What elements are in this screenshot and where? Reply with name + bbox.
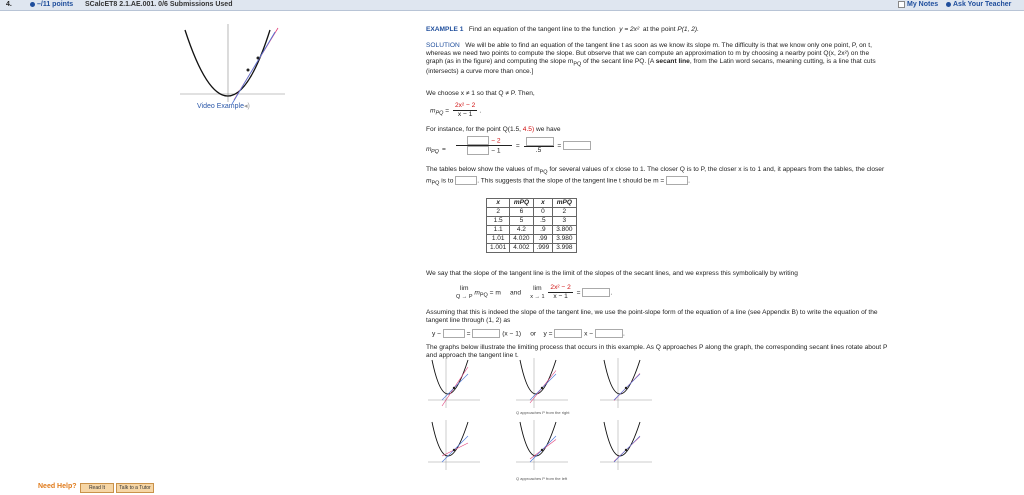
mpq-instance: m PQ = $\frac{- 2}{- 1}$ = .5 = bbox=[454, 136, 591, 156]
table-header: mPQ bbox=[553, 199, 576, 208]
table-row bbox=[487, 226, 577, 235]
answer-input-6[interactable] bbox=[666, 176, 688, 185]
choose-line: We choose x ≠ 1 so that Q ≠ P. Then, bbox=[426, 90, 535, 97]
table-cell: 1.01 bbox=[487, 235, 510, 244]
table-cell: 3.980 bbox=[553, 235, 576, 244]
bullet-icon bbox=[946, 2, 951, 7]
assuming-paragraph: Assuming that this is indeed the slope of the tangent line, we use the point-slope form of the equation of a line (see Appendix B) to write the equation of the tangent line through (1, 2) as bbox=[426, 309, 878, 324]
table-header: x bbox=[487, 199, 510, 208]
table-cell: 3 bbox=[553, 217, 576, 226]
answer-input-10[interactable] bbox=[554, 329, 582, 338]
answer-input-9[interactable] bbox=[472, 329, 500, 338]
secant-graph-panel bbox=[600, 420, 652, 470]
table-cell: .9 bbox=[533, 226, 553, 235]
for-instance-line: For instance, for the point Q(1.5, 4.5) we have bbox=[426, 126, 561, 133]
table-row bbox=[487, 208, 577, 217]
table-cell: .999 bbox=[533, 244, 553, 253]
speaker-icon: ◂) bbox=[243, 103, 250, 110]
question-header bbox=[0, 0, 1024, 11]
secant-graph-panel bbox=[428, 420, 480, 470]
info-dot-icon bbox=[30, 2, 35, 7]
my-notes-button[interactable]: My Notes bbox=[898, 0, 938, 10]
table-cell: 2 bbox=[487, 208, 510, 217]
answer-input-3[interactable] bbox=[526, 137, 554, 146]
table-cell: 3.998 bbox=[553, 244, 576, 253]
table-cell: 4.002 bbox=[510, 244, 533, 253]
table-cell: 3.800 bbox=[553, 226, 576, 235]
need-help-label: Need Help? bbox=[38, 483, 77, 490]
table-header: x bbox=[533, 199, 553, 208]
example-heading: EXAMPLE 1 Find an equation of the tangent line to the function y = 2x² at the point P(1, 2). bbox=[426, 26, 699, 33]
checkbox-icon bbox=[898, 1, 905, 8]
answer-input-7[interactable] bbox=[582, 288, 610, 297]
point-slope-equation: y − = (x − 1) or y = x − . bbox=[432, 330, 625, 338]
question-number: 4. bbox=[6, 1, 12, 8]
answer-input-11[interactable] bbox=[595, 329, 623, 338]
answer-input-5[interactable] bbox=[455, 176, 477, 185]
table-cell: 5 bbox=[510, 217, 533, 226]
limit-paragraph: We say that the slope of the tangent line is the limit of the slopes of the secant lines, and we express this symbolically by writing bbox=[426, 270, 798, 277]
table-header: mPQ bbox=[510, 199, 533, 208]
secant-graph-panel bbox=[516, 420, 568, 470]
secant-graph-panel bbox=[516, 358, 568, 408]
table-cell: 4.2 bbox=[510, 226, 533, 235]
read-it-button[interactable]: Read It bbox=[80, 483, 114, 493]
course-id: SCalcET8 2.1.AE.001. 0/6 Submissions Used bbox=[85, 1, 233, 8]
table-row bbox=[487, 235, 577, 244]
answer-input-8[interactable] bbox=[443, 329, 465, 338]
video-example-link[interactable]: Video Example◂) bbox=[197, 103, 250, 110]
answer-input-4[interactable] bbox=[563, 141, 591, 150]
table-cell: .5 bbox=[533, 217, 553, 226]
values-table bbox=[486, 198, 577, 253]
points-label: –/11 points bbox=[30, 0, 73, 10]
talk-tutor-button[interactable]: Talk to a Tutor bbox=[116, 483, 154, 493]
secant-graph-panel bbox=[428, 358, 480, 408]
secant-graph-panel bbox=[600, 358, 652, 408]
graphs-paragraph: The graphs below illustrate the limiting process that occurs in this example. As Q approaches P along the graph, the corresponding secant lines rotate about P and approach the tangent line t. bbox=[426, 344, 888, 359]
table-cell: 1.001 bbox=[487, 244, 510, 253]
example-figure bbox=[170, 22, 288, 104]
table-row bbox=[487, 217, 577, 226]
solution-paragraph: SOLUTION We will be able to find an equation of the tangent line t as soon as we know its slope m. The difficulty is that we know only one point, P, on t, whereas we need two points to compute the slope. But observe that we can compute an approximation to m by choosing a nearby point Q(x, 2x²) on the graph (as in the figure) and computing the slope $m_{PQ}$ of the secant line PQ. [A secant line, from the Latin word secans, meaning cutting, is a line that cuts (intersects) a curve more than once.] bbox=[426, 42, 876, 76]
answer-input-1[interactable] bbox=[467, 136, 489, 145]
mpq-formula: $m_{PQ}$ = $\frac{\text{2x² − 2}}{x - 1}$ . bbox=[430, 102, 482, 118]
table-cell: 6 bbox=[510, 208, 533, 217]
caption-right: Q approaches P from the right bbox=[516, 410, 570, 415]
ask-teacher-button[interactable]: Ask Your Teacher bbox=[946, 0, 1011, 10]
table-cell: 4.020 bbox=[510, 235, 533, 244]
limit-expression: lim Q → P $m_{PQ} = m$ and lim x → 1 $\frac{\text{2x² − 2}}{x - 1}$ = . bbox=[456, 284, 613, 300]
tables-paragraph: The tables below show the values of $m_{PQ}$ for several values of x close to 1. The closer Q is to P, the closer x is to 1 and, it appears from the tables, the closer $m_{PQ}$ is to . This suggests that the slope of the tangent line t should be m = . bbox=[426, 166, 885, 187]
table-cell: 2 bbox=[553, 208, 576, 217]
table-row bbox=[487, 244, 577, 253]
answer-input-2[interactable] bbox=[467, 146, 489, 155]
table-cell: 1.5 bbox=[487, 217, 510, 226]
table-cell: 1.1 bbox=[487, 226, 510, 235]
caption-left: Q approaches P from the left bbox=[516, 476, 568, 481]
table-cell: 0 bbox=[533, 208, 553, 217]
table-cell: .99 bbox=[533, 235, 553, 244]
